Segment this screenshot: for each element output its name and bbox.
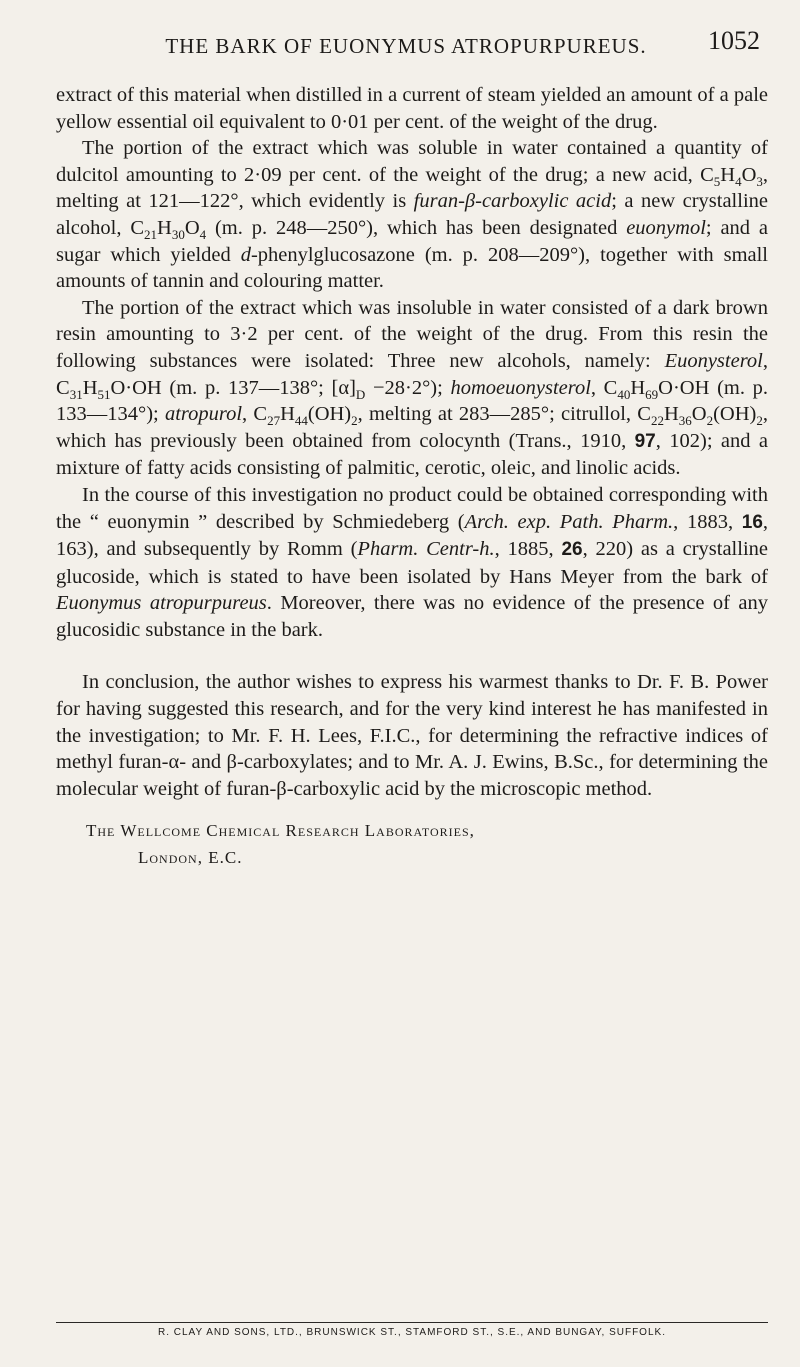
subscript: 3 <box>756 173 763 189</box>
text: H <box>720 163 736 186</box>
printer-imprint: R. CLAY AND SONS, LTD., BRUNSWICK ST., STAMFORD ST., S.E., AND BUNGAY, SUFFOLK. <box>56 1322 768 1338</box>
italic-prefix: d <box>240 243 251 266</box>
running-header <box>52 16 760 56</box>
subscript: 30 <box>171 227 185 243</box>
compound-name: furan-β-carboxylic acid <box>413 190 612 213</box>
compound-name: Euonysterol <box>664 349 763 372</box>
volume-number: 26 <box>561 539 583 561</box>
subscript: 22 <box>650 413 664 429</box>
text: H <box>157 216 172 239</box>
volume-number: 97 <box>634 430 656 452</box>
text: . Moreover, there was no evidence of the presence of any glucosidic substance in the bark. <box>56 592 768 641</box>
subscript: 2 <box>706 413 714 429</box>
subscript: 21 <box>144 227 157 243</box>
text: , 1883, <box>673 510 742 533</box>
text: In the course of this investigation no product could be obtained corresponding with the “ euonymin ” described by Schmiedeberg ( <box>56 483 768 533</box>
affiliation-line-1: The Wellcome Chemical Research Laboratories, <box>86 821 475 841</box>
subscript: 27 <box>267 413 281 429</box>
journal-citation: Arch. exp. Path. Pharm. <box>464 510 674 533</box>
text: H <box>630 376 646 399</box>
text: The portion of the extract which was soluble in water contained a quantity of dulcitol amounting to 2·09 per cent. of the weight of the drug; a new acid, C <box>56 137 768 186</box>
subscript: D <box>355 386 366 402</box>
journal-citation: Pharm. Centr-h. <box>357 538 495 561</box>
compound-name: homoeuonysterol <box>450 376 591 399</box>
subscript: 2 <box>756 413 763 429</box>
subscript: 4 <box>735 173 742 189</box>
compound-name: euonymol <box>626 216 706 239</box>
text: ; and a sugar which yielded <box>56 216 768 266</box>
affiliation-signature <box>56 818 768 871</box>
text: , melting at 121—122°, which evidently is <box>56 163 768 213</box>
text: H <box>82 376 98 399</box>
text: O·OH (m. p. 137—138°; [α] <box>110 376 356 399</box>
compound-name: atropurol <box>164 403 243 426</box>
subscript: 36 <box>678 413 692 429</box>
species-name: Euonymus atropurpureus <box>56 592 267 615</box>
subscript: 2 <box>351 413 358 429</box>
running-title: THE BARK OF EUONYMUS ATROPURPUREUS. <box>165 34 647 58</box>
text: , C <box>56 349 768 399</box>
text: , 1885, <box>494 538 562 561</box>
article-body <box>56 82 768 872</box>
text: , which has previously been obtained from colocynth (Trans., 1910, <box>56 403 768 452</box>
subscript: 44 <box>294 413 308 429</box>
text: −28·2°); <box>365 376 451 399</box>
subscript: 40 <box>617 386 631 402</box>
paragraph-5: In conclusion, the author wishes to express his warmest thanks to Dr. F. B. Power for having suggested this research, and for the very kind interest he has manifested in the investigation; to Mr. F. H. Lees, F.I.C., for determining the refractive indices of methyl furan-α- and β-carboxylates; and to Mr. A. J. Ewins, B.Sc., for determining the molecular weight of furan-β-carboxylic acid by the microscopic method. <box>56 671 768 800</box>
affiliation-line-2: London, E.C. <box>138 848 243 868</box>
page-number: 1052 <box>708 26 760 55</box>
text: (OH) <box>713 403 757 426</box>
text: O <box>741 163 757 186</box>
text: O <box>691 403 707 426</box>
text: , 220) as a crystalline glucoside, which is stated to have been isolated by Hans Meyer from the bark of <box>56 538 768 588</box>
volume-number: 16 <box>741 511 763 533</box>
text: , melting at 283—285°; citrullol, C <box>357 403 651 426</box>
text: O <box>184 216 200 239</box>
text: ; a new crystalline alcohol, C <box>56 190 768 239</box>
paragraph-1: extract of this material when distilled in a current of steam yielded an amount of a pale yellow essential oil equivalent to 0·01 per cent. of the weight of the drug. <box>56 84 768 133</box>
text: , 163), and subsequently by Romm ( <box>56 510 769 561</box>
subscript: 69 <box>645 386 659 402</box>
text: , C <box>242 403 268 426</box>
paragraph-2 <box>56 135 768 295</box>
subscript: 5 <box>713 173 721 189</box>
text: O·OH (m. p. 133—134°); <box>56 376 768 426</box>
subscript: 51 <box>97 386 111 402</box>
text: H <box>280 403 295 426</box>
subscript: 31 <box>69 386 83 402</box>
text: , 102); and a mixture of fatty acids consisting of palmitic, cerotic, oleic, and linolic acids. <box>56 429 768 480</box>
text: -phenylglucosazone (m. p. 208—209°), together with small amounts of tannin and colouring matter. <box>56 243 769 293</box>
paragraph-4 <box>56 482 768 644</box>
text: The portion of the extract which was insoluble in water consisted of a dark brown resin amounting to 3·2 per cent. of the weight of the drug. From this resin the following substances were isolated: Three new alcohols, namely: <box>56 296 768 372</box>
text: , C <box>590 376 618 399</box>
text: (m. p. 248—250°), which has been designated <box>206 216 627 239</box>
text: H <box>663 403 679 426</box>
subscript: 4 <box>199 227 207 243</box>
text: (OH) <box>307 403 352 426</box>
paragraph-3 <box>56 295 768 482</box>
